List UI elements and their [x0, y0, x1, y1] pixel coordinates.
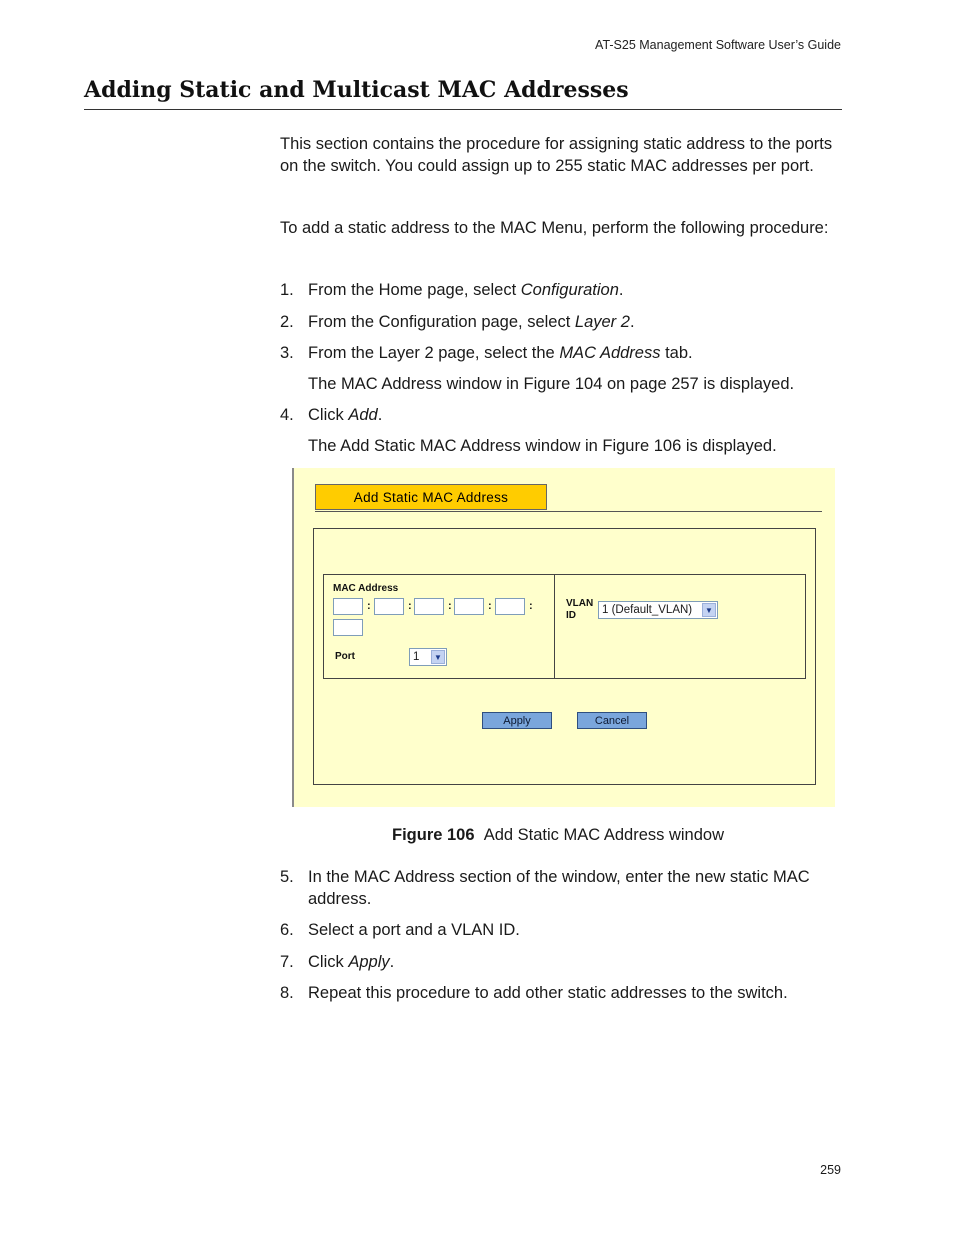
- running-head: AT-S25 Management Software User’s Guide: [595, 38, 841, 52]
- vlan-select-value: 1 (Default_VLAN): [602, 604, 693, 616]
- port-select-value: 1: [413, 651, 420, 663]
- mac-octet-3-input[interactable]: [414, 598, 444, 615]
- intro-paragraph-2: To add a static address to the MAC Menu, perform the following procedure:: [280, 219, 829, 237]
- step-5: 5. In the MAC Address section of the window, enter the new static MAC address.: [280, 868, 810, 908]
- tab-bar-line: [547, 511, 822, 512]
- figure-caption: [0, 826, 954, 845]
- step-7: 7. Click Apply.: [280, 953, 395, 971]
- mac-colon-1: :: [367, 600, 371, 612]
- step-6: 6. Select a port and a VLAN ID.: [280, 921, 520, 939]
- caption-number: Figure 106: [392, 826, 475, 844]
- title-rule: [84, 109, 842, 110]
- vlan-id-label: ID: [566, 610, 576, 621]
- vlan-label: VLAN: [566, 598, 594, 609]
- mac-octet-4-input[interactable]: [454, 598, 484, 615]
- tab-add-static-mac-address[interactable]: Add Static MAC Address: [315, 484, 547, 510]
- figure-add-static-mac-window: [292, 468, 835, 807]
- mac-colon-5: :: [529, 600, 533, 612]
- mac-colon-3: :: [448, 600, 452, 612]
- mac-octet-2-input[interactable]: [374, 598, 404, 615]
- section-title: Adding Static and Multicast MAC Addresses: [84, 77, 629, 103]
- step-3-note: The MAC Address window in Figure 104 on page 257 is displayed.: [308, 375, 795, 393]
- step-2: 2. From the Configuration page, select Layer 2.: [280, 313, 635, 331]
- chevron-down-icon[interactable]: ▼: [702, 603, 716, 617]
- intro-paragraph-1: This section contains the procedure for assigning static address to the ports on the switch. You could assign up to 255 static MAC addresses per port.: [280, 135, 833, 175]
- mac-octet-6-input[interactable]: [333, 619, 363, 636]
- port-select[interactable]: [409, 648, 447, 666]
- form-divider: [554, 575, 555, 678]
- step-1: 1. From the Home page, select Configuration.: [280, 281, 624, 299]
- port-label: Port: [335, 651, 355, 662]
- vlan-select[interactable]: [598, 601, 718, 619]
- mac-colon-4: :: [488, 600, 492, 612]
- page-number: 259: [820, 1163, 841, 1177]
- step-3: 3. From the Layer 2 page, select the MAC Address tab.: [280, 344, 693, 362]
- step-4-note: The Add Static MAC Address window in Figure 106 is displayed.: [308, 437, 777, 455]
- step-4: 4. Click Add.: [280, 406, 383, 424]
- mac-colon-2: :: [408, 600, 412, 612]
- apply-button[interactable]: Apply: [482, 712, 552, 729]
- form-panel: [313, 528, 816, 785]
- mac-address-label: MAC Address: [333, 583, 399, 594]
- cancel-button[interactable]: Cancel: [577, 712, 647, 729]
- mac-octet-5-input[interactable]: [495, 598, 525, 615]
- step-8: 8. Repeat this procedure to add other static addresses to the switch.: [280, 984, 788, 1002]
- chevron-down-icon[interactable]: ▼: [431, 650, 445, 664]
- mac-octet-1-input[interactable]: [333, 598, 363, 615]
- tab-underline: [315, 511, 547, 512]
- caption-text: Add Static MAC Address window: [483, 826, 724, 844]
- form-fields-box: [323, 574, 806, 679]
